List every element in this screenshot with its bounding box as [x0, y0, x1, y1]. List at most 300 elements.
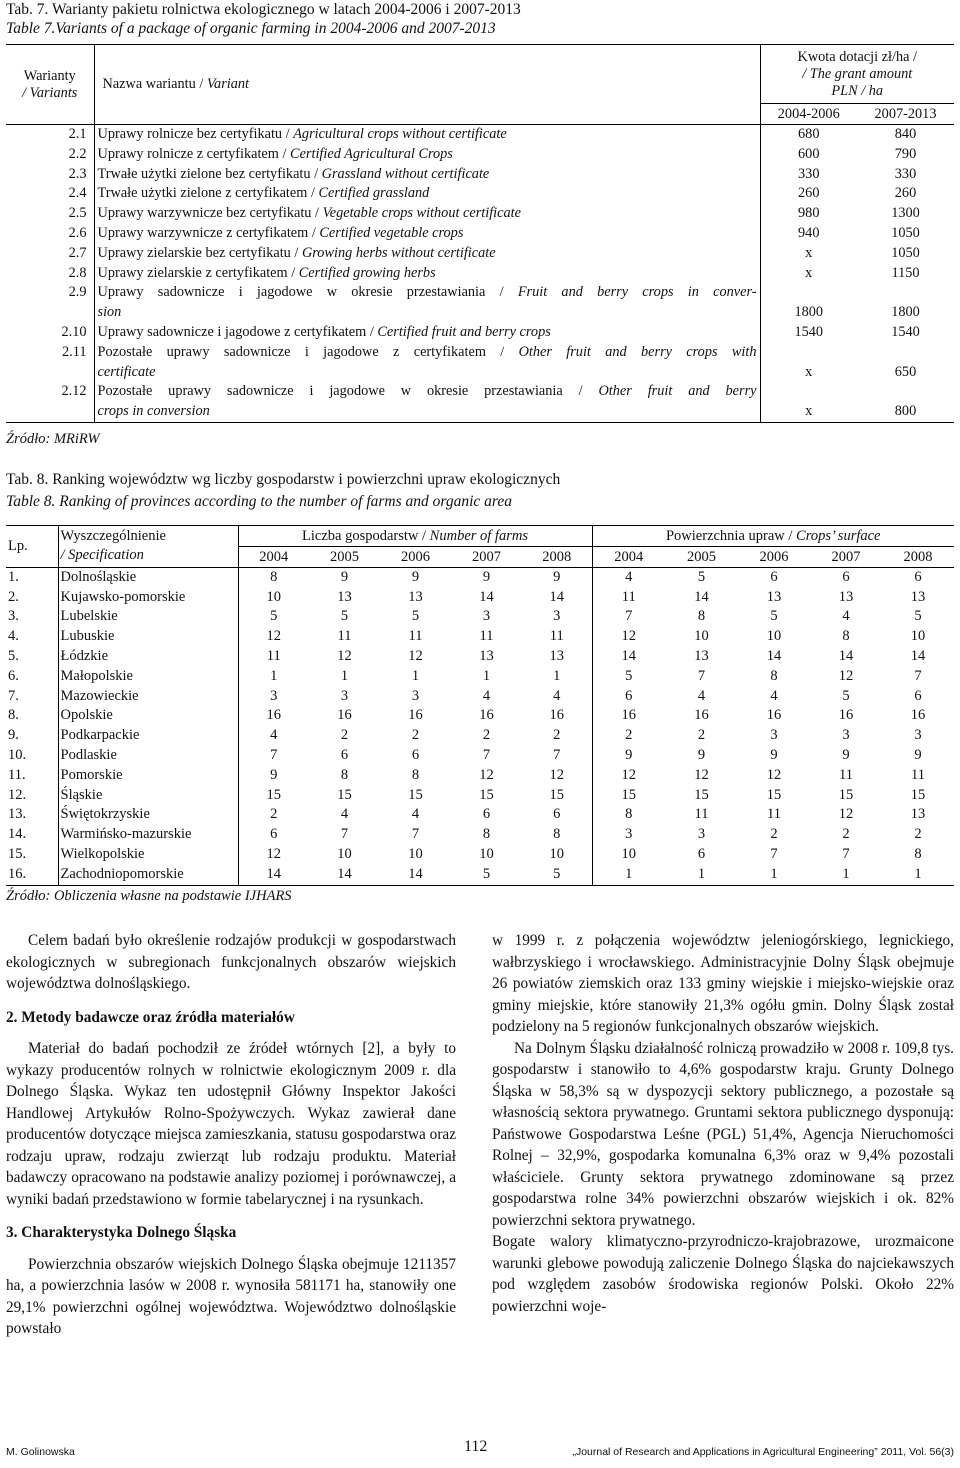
- row-number: 7.: [8, 687, 19, 704]
- surface-rank: 8: [842, 628, 850, 645]
- surface-rank: 10: [592, 845, 665, 865]
- farms-rank: 13: [408, 588, 423, 605]
- farms-rank: 1: [482, 667, 491, 684]
- surface-rank: 1: [882, 865, 954, 885]
- grant-2007-2013: 800: [857, 382, 954, 422]
- surface-rank: 9: [914, 746, 922, 763]
- surface-rank: 12: [592, 766, 665, 786]
- farms-rank: 9: [553, 568, 561, 585]
- variant-name-continued: [94, 303, 760, 323]
- table-row: [6, 184, 954, 204]
- grant-2004-2006: 680: [760, 125, 857, 145]
- surface-rank: 15: [766, 786, 782, 803]
- province-name: Lubuskie: [58, 627, 238, 647]
- surface-rank: 13: [694, 647, 709, 664]
- grant-2004-2006: x: [760, 244, 857, 264]
- variant-name: [94, 184, 760, 204]
- surface-rank: 12: [592, 627, 665, 647]
- table7-source: Źródło: MRiRW: [6, 431, 100, 447]
- table-row: [6, 567, 954, 587]
- table-row: [6, 343, 954, 363]
- farms-rank: 14: [549, 588, 564, 605]
- farms-rank: 10: [549, 845, 564, 862]
- row-number: 12.: [8, 786, 27, 803]
- surface-rank: 8: [914, 845, 922, 862]
- farms-rank: 14: [380, 865, 451, 885]
- variant-name-pl: Uprawy sadownicze i jagodowe z certyfikatem /: [97, 323, 378, 340]
- province-name: Dolnośląskie: [58, 567, 238, 587]
- grant-2004-2006: 1540: [760, 323, 857, 343]
- surface-rank: 11: [694, 806, 709, 823]
- farms-rank: 16: [337, 707, 352, 724]
- variant-id: 2.7: [6, 244, 94, 264]
- variant-name-en: Agricultural crops without certificate: [293, 126, 507, 142]
- surface-rank: 7: [697, 667, 706, 684]
- farms-rank: 2: [482, 727, 491, 744]
- surface-rank: 7: [914, 667, 922, 684]
- province-name: Pomorskie: [58, 766, 238, 786]
- table-row: [6, 145, 954, 165]
- surface-rank: 5: [842, 687, 850, 704]
- year-header: 2005: [309, 547, 380, 568]
- farms-rank: 3: [482, 608, 491, 625]
- variant-name: [94, 343, 760, 363]
- grant-2007-2013: 1800: [891, 304, 920, 321]
- surface-rank: 9: [842, 746, 850, 763]
- surface-rank: 2: [914, 826, 922, 843]
- section-heading-methods: 2. Metody badawcze oraz źródła materiałów: [6, 1008, 295, 1026]
- table-row: [6, 786, 954, 806]
- surface-rank: 1: [738, 865, 810, 885]
- farms-rank: 7: [340, 826, 349, 843]
- farms-rank: 10: [238, 588, 309, 608]
- grant-2004-2006: 980: [760, 204, 857, 224]
- farms-rank: 14: [309, 865, 380, 885]
- table-row: [6, 865, 954, 885]
- table8-source: Źródło: Obliczenia własne na podstawie IJHARS: [6, 888, 292, 904]
- farms-rank: 8: [238, 567, 309, 587]
- surface-rank: 6: [592, 687, 665, 707]
- table-row: [6, 706, 954, 726]
- farms-rank: 16: [408, 707, 423, 724]
- farms-rank: 2: [238, 805, 309, 825]
- grant-2007-2013: 1540: [891, 323, 920, 340]
- surface-rank: 12: [766, 766, 782, 783]
- province-name: Podkarpackie: [58, 726, 238, 746]
- paragraph: Powierzchnia obszarów wiejskich Dolnego Śląska obejmuje 1211357 ha, a powierzchnia lasów w 2008 r. wynosiła 581171 ha, stanowiły one 29,1% powierzchni ogólnej województwa. Województwo dolnośląskie powstało: [6, 1255, 456, 1337]
- farms-rank: 11: [479, 628, 494, 645]
- variant-name-en: Certified vegetable crops: [319, 224, 464, 241]
- farms-rank: 13: [479, 647, 494, 664]
- header-grant-amount: Kwota dotacji zł/ha / / The grant amount PLN / ha: [760, 45, 954, 104]
- surface-rank: 5: [914, 608, 922, 625]
- grant-2004-2006: 940: [760, 224, 857, 244]
- header-number-of-farms: Liczba gospodarstw / Number of farms: [238, 526, 592, 547]
- farms-rank: 4: [340, 806, 349, 823]
- table-row: [6, 647, 954, 667]
- farms-rank: 12: [337, 647, 352, 664]
- row-number: 14.: [8, 826, 27, 843]
- year-header: 2005: [665, 547, 738, 568]
- farms-rank: 8: [340, 766, 349, 783]
- surface-rank: 5: [697, 568, 706, 585]
- variant-name: [94, 323, 760, 343]
- variant-id: 2.12: [6, 382, 94, 422]
- variant-name-en: crops in conversion: [97, 403, 210, 420]
- variant-name-pl: Trwałe użytki zielone z certyfikatem /: [97, 185, 319, 202]
- year-header: 2008: [882, 547, 954, 568]
- variant-name-en: Fruit and berry crops in conver-: [517, 284, 757, 301]
- farms-rank: 12: [408, 647, 423, 664]
- farms-rank: 8: [553, 826, 561, 843]
- farms-rank: 12: [549, 766, 564, 783]
- table7-caption-en: Table 7.Variants of a package of organic farming in 2004-2006 and 2007-2013: [6, 20, 496, 37]
- surface-rank: 15: [694, 786, 709, 803]
- variant-id: 2.5: [6, 204, 94, 224]
- table-row: [6, 726, 954, 746]
- variant-name-en: Growing herbs without certificate: [301, 244, 496, 261]
- surface-rank: 12: [838, 667, 854, 684]
- surface-rank: 15: [838, 786, 854, 803]
- table-row: [6, 224, 954, 244]
- surface-rank: 3: [842, 727, 850, 744]
- surface-rank: 14: [838, 647, 854, 664]
- surface-rank: 16: [838, 707, 854, 724]
- farms-rank: 16: [479, 707, 494, 724]
- surface-rank: 2: [697, 727, 706, 744]
- surface-rank: 1: [810, 865, 882, 885]
- farms-rank: 2: [340, 727, 349, 744]
- footer-author: M. Golinowska: [6, 1446, 75, 1458]
- surface-rank: 11: [839, 766, 853, 783]
- surface-rank: 14: [910, 647, 926, 664]
- table-row: [6, 588, 954, 608]
- grant-2004-2006: 330: [760, 165, 857, 185]
- grant-2007-2013: 790: [894, 145, 917, 162]
- table-row: [6, 204, 954, 224]
- farms-rank: 1: [238, 667, 309, 687]
- header-crops-surface: Powierzchnia upraw / Crops’ surface: [592, 526, 954, 547]
- surface-rank: 6: [842, 568, 850, 585]
- farms-rank: 7: [553, 746, 561, 763]
- farms-rank: 1: [340, 667, 349, 684]
- surface-rank: 4: [697, 687, 706, 704]
- surface-rank: 3: [592, 825, 665, 845]
- surface-rank: 4: [770, 687, 778, 704]
- grant-2004-2006: 260: [760, 184, 857, 204]
- surface-rank: 3: [914, 727, 922, 744]
- province-name: Łódzkie: [58, 647, 238, 667]
- variant-name-pl: Uprawy warzywnicze z certyfikatem /: [97, 224, 320, 241]
- surface-rank: 13: [910, 806, 926, 823]
- surface-rank: 3: [770, 727, 778, 744]
- surface-rank: 4: [842, 608, 850, 625]
- variant-name: [94, 283, 760, 303]
- farms-rank: 5: [451, 865, 522, 885]
- farms-rank: 2: [553, 727, 561, 744]
- grant-2004-2006: 1800: [760, 283, 857, 323]
- farms-rank: 5: [238, 607, 309, 627]
- farms-rank: 10: [337, 845, 352, 862]
- surface-rank: 8: [770, 667, 778, 684]
- variant-name: [94, 204, 760, 224]
- farms-rank: 3: [553, 608, 561, 625]
- year-header: 2004: [238, 547, 309, 568]
- variant-name-pl: Trwałe użytki zielone bez certyfikatu /: [97, 165, 322, 182]
- variant-name-en: Grassland without certificate: [321, 165, 490, 182]
- table-row: [6, 264, 954, 284]
- surface-rank: 13: [766, 588, 782, 605]
- province-name: Mazowieckie: [58, 687, 238, 707]
- table-row: [6, 283, 954, 303]
- farms-rank: 7: [411, 826, 420, 843]
- year-header: 2008: [522, 547, 592, 568]
- farms-rank: 9: [340, 568, 349, 585]
- grant-2007-2013: 1300: [891, 205, 920, 222]
- surface-rank: 5: [770, 608, 778, 625]
- variant-name: [94, 145, 760, 165]
- grant-2007-2013: 1050: [891, 244, 920, 261]
- surface-rank: 10: [766, 628, 782, 645]
- farms-rank: 4: [238, 726, 309, 746]
- surface-rank: 7: [592, 607, 665, 627]
- variant-id: 2.9: [6, 283, 94, 323]
- row-number: 4.: [8, 628, 19, 645]
- surface-rank: 12: [838, 806, 854, 823]
- surface-rank: 9: [770, 746, 778, 763]
- farms-rank: 10: [479, 845, 494, 862]
- footer-journal: „Journal of Research and Applications in Agricultural Engineering” 2011, Vol. 56(3): [572, 1446, 954, 1458]
- body-left-column: [6, 930, 456, 1340]
- farms-rank: 8: [411, 766, 420, 783]
- farms-rank: 14: [479, 588, 494, 605]
- variant-name: [94, 224, 760, 244]
- variant-id: 2.10: [6, 323, 94, 343]
- surface-rank: 12: [694, 766, 709, 783]
- header-variants: Warianty / Variants: [6, 45, 94, 125]
- variant-id: 2.2: [6, 145, 94, 165]
- farms-rank: 9: [482, 568, 491, 585]
- province-name: Śląskie: [58, 786, 238, 806]
- farms-rank: 8: [482, 826, 491, 843]
- table-row: [6, 766, 954, 786]
- row-number: 10.: [8, 746, 27, 763]
- paragraph: Na Dolnym Śląsku działalność rolniczą prowadziło w 2008 r. 109,8 tys. gospodarstw i stanowiło to 4,6% gospodarstw kraju. Grunty Dolnego Śląska w 58,3% są w dyspozycji sektory publicznego, a pozostałe są własnością sektora prywatnego. Gruntami sektora publicznego dysponują: Państwowe Gospodarstwa Leśne (PGL) 51,4%, Agencja Nieruchomości Rolnej – 32,9%, gospodarka komunalna 6,3% oraz w 9,4% pozostali właściciele. Grunty sektora prywatnego zdominowane są przez gospodarstwa rolne 34% powierzchni obszarów wiejskich i ok. 82% powierzchni sektora prywatnego.: [492, 1039, 954, 1229]
- table7: [6, 44, 954, 423]
- year-header: 2004: [592, 547, 665, 568]
- variant-name-pl: Uprawy zielarskie z certyfikatem /: [97, 264, 299, 281]
- paragraph: Bogate walory klimatyczno-przyrodniczo-krajobrazowe, urozmaicone warunki glebowe powodują zaliczenie Dolnego Śląska do najciekawszych pod względem zasobów środowiska regionów Polski. Około 22% powierzchni woje-: [492, 1233, 954, 1315]
- province-name: Warmińsko-mazurskie: [58, 825, 238, 845]
- variant-name-continued: [94, 363, 760, 383]
- surface-rank: 15: [592, 786, 665, 806]
- variant-name-en: Certified fruit and berry crops: [377, 323, 551, 340]
- table-row: [6, 165, 954, 185]
- variant-name-pl: Pozostałe uprawy sadownicze i jagodowe z certyfikatem /: [97, 343, 519, 360]
- farms-rank: 13: [337, 588, 352, 605]
- table8: [6, 525, 954, 886]
- variant-name-pl: Uprawy warzywnicze bez certyfikatu /: [97, 205, 323, 222]
- province-name: Lubelskie: [58, 607, 238, 627]
- farms-rank: 3: [340, 687, 349, 704]
- farms-rank: 9: [238, 766, 309, 786]
- paragraph: Celem badań było określenie rodzajów produkcji w gospodarstwach ekologicznych w subregionach funkcjonalnych obszarów wiejskich województwa dolnośląskiego.: [6, 932, 456, 992]
- table-row: [6, 627, 954, 647]
- row-number: 5.: [8, 647, 19, 664]
- surface-rank: 10: [910, 628, 926, 645]
- grant-2007-2013: 1050: [891, 224, 920, 241]
- farms-rank: 6: [411, 746, 420, 763]
- page-number: 112: [464, 1438, 488, 1455]
- variant-name: [94, 382, 760, 402]
- table-row: [6, 825, 954, 845]
- row-number: 2.: [8, 588, 19, 605]
- farms-rank: 12: [238, 845, 309, 865]
- farms-rank: 7: [238, 746, 309, 766]
- grant-2007-2013: 330: [894, 165, 917, 182]
- header-lp: Lp.: [6, 526, 58, 568]
- year-header: 2006: [380, 547, 451, 568]
- farms-rank: 11: [549, 628, 564, 645]
- surface-rank: 11: [592, 588, 665, 608]
- variant-id: 2.1: [6, 125, 94, 145]
- year-header: 2006: [738, 547, 810, 568]
- province-name: Świętokrzyskie: [58, 805, 238, 825]
- farms-rank: 6: [482, 806, 491, 823]
- surface-rank: 14: [766, 647, 782, 664]
- variant-name-en: Vegetable crops without certificate: [322, 205, 521, 222]
- row-number: 11.: [8, 766, 26, 783]
- surface-rank: 16: [910, 707, 926, 724]
- year-header: 2007: [451, 547, 522, 568]
- grant-2004-2006: x: [760, 343, 857, 383]
- paragraph: w 1999 r. z połączenia województw jeleniogórskiego, legnickiego, wałbrzyskiego i wrocławskiego. Administracyjnie Dolny Śląsk obejmuje 26 powiatów ziemskich oraz 133 gminy wiejskie i miejsko-wiejskie oraz gminy miejskie, które stanowiły 21,3% ogółu gmin. Dolny Śląsk został podzielony na 5 regionów funkcjonalnych obszarów wiejskich.: [492, 932, 954, 1035]
- header-period-1: 2004-2006: [760, 104, 857, 125]
- header-period-2: 2007-2013: [857, 104, 954, 125]
- row-number: 15.: [8, 845, 27, 862]
- variant-name: [94, 264, 760, 284]
- row-number: 8.: [8, 707, 19, 724]
- surface-rank: 14: [592, 647, 665, 667]
- grant-2007-2013: 1150: [891, 264, 920, 281]
- farms-rank: 5: [340, 608, 349, 625]
- farms-rank: 6: [238, 825, 309, 845]
- province-name: Kujawsko-pomorskie: [58, 588, 238, 608]
- surface-rank: 6: [914, 687, 922, 704]
- variant-name-pl: Uprawy rolnicze bez certyfikatu /: [97, 126, 294, 142]
- surface-rank: 16: [766, 707, 782, 724]
- farms-rank: 4: [482, 687, 491, 704]
- table-row: [6, 805, 954, 825]
- province-name: Małopolskie: [58, 667, 238, 687]
- table-row: [6, 382, 954, 402]
- farms-rank: 3: [411, 687, 420, 704]
- grant-2004-2006: 600: [760, 145, 857, 165]
- surface-rank: 8: [592, 805, 665, 825]
- variant-name: [94, 125, 760, 145]
- surface-rank: 9: [592, 746, 665, 766]
- variant-name-pl: Pozostałe uprawy sadownicze i jagodowe w okresie przestawiania /: [97, 383, 599, 400]
- province-name: Opolskie: [58, 706, 238, 726]
- table-row: [6, 125, 954, 145]
- surface-rank: 9: [697, 746, 706, 763]
- section-heading-characteristics: 3. Charakterystyka Dolnego Śląska: [6, 1224, 237, 1241]
- surface-rank: 10: [694, 628, 709, 645]
- surface-rank: 11: [911, 766, 925, 783]
- surface-rank: 8: [697, 608, 706, 625]
- grant-2004-2006: x: [760, 264, 857, 284]
- surface-rank: 6: [914, 568, 922, 585]
- table8-caption-en: Table 8. Ranking of provinces according to the number of farms and organic area: [6, 493, 512, 510]
- farms-rank: 6: [553, 806, 561, 823]
- farms-rank: 10: [408, 845, 423, 862]
- surface-rank: 13: [838, 588, 854, 605]
- grant-2004-2006: x: [760, 382, 857, 422]
- surface-rank: 6: [770, 568, 778, 585]
- farms-rank: 15: [408, 786, 423, 803]
- farms-rank: 15: [337, 786, 352, 803]
- grant-2007-2013: 650: [894, 363, 917, 380]
- farms-rank: 13: [549, 647, 564, 664]
- row-number: 6.: [8, 667, 19, 684]
- surface-rank: 13: [910, 588, 926, 605]
- variant-id: 2.8: [6, 264, 94, 284]
- surface-rank: 16: [592, 706, 665, 726]
- farms-rank: 5: [411, 608, 420, 625]
- province-name: Podlaskie: [58, 746, 238, 766]
- surface-rank: 16: [694, 707, 709, 724]
- grant-2007-2013: 260: [894, 185, 917, 202]
- table-row: [6, 845, 954, 865]
- surface-rank: 7: [842, 845, 850, 862]
- farms-rank: 15: [238, 786, 309, 806]
- surface-rank: 2: [770, 826, 778, 843]
- year-header: 2007: [810, 547, 882, 568]
- row-number: 13.: [8, 806, 27, 823]
- farms-rank: 15: [479, 786, 494, 803]
- body-right-column: [492, 930, 954, 1317]
- variant-name: [94, 244, 760, 264]
- row-number: 1.: [8, 568, 19, 585]
- table-row: [6, 687, 954, 707]
- variant-id: 2.11: [6, 343, 94, 383]
- variant-name-en: Other fruit and berry: [598, 383, 757, 400]
- table7-caption-pl: Tab. 7. Warianty pakietu rolnictwa ekologicznego w latach 2004-2006 i 2007-2013: [6, 1, 521, 18]
- surface-rank: 2: [842, 826, 850, 843]
- table8-caption-pl: Tab. 8. Ranking województw wg liczby gospodarstw i powierzchni upraw ekologicznych: [6, 471, 561, 488]
- header-specification: Wyszczególnienie / Specification: [58, 526, 238, 568]
- variant-name-en: Certified Agricultural Crops: [290, 145, 453, 162]
- variant-name-en: Certified growing herbs: [298, 264, 436, 281]
- surface-rank: 14: [694, 588, 709, 605]
- farms-rank: 1: [411, 667, 420, 684]
- farms-rank: 9: [411, 568, 420, 585]
- variant-name-en: Certified grassland: [318, 185, 430, 202]
- farms-rank: 5: [522, 865, 592, 885]
- farms-rank: 4: [411, 806, 420, 823]
- row-number: 9.: [8, 727, 19, 744]
- variant-name-pl: Uprawy zielarskie bez certyfikatu /: [97, 244, 302, 261]
- surface-rank: 2: [592, 726, 665, 746]
- table-row: [6, 244, 954, 264]
- table-row: [6, 323, 954, 343]
- surface-rank: 6: [697, 845, 706, 862]
- farms-rank: 11: [238, 647, 309, 667]
- table-row: [6, 607, 954, 627]
- variant-name-pl: Uprawy rolnicze z certyfikatem /: [97, 145, 291, 162]
- variant-name-en: sion: [97, 304, 122, 321]
- province-name: Zachodniopomorskie: [58, 865, 238, 885]
